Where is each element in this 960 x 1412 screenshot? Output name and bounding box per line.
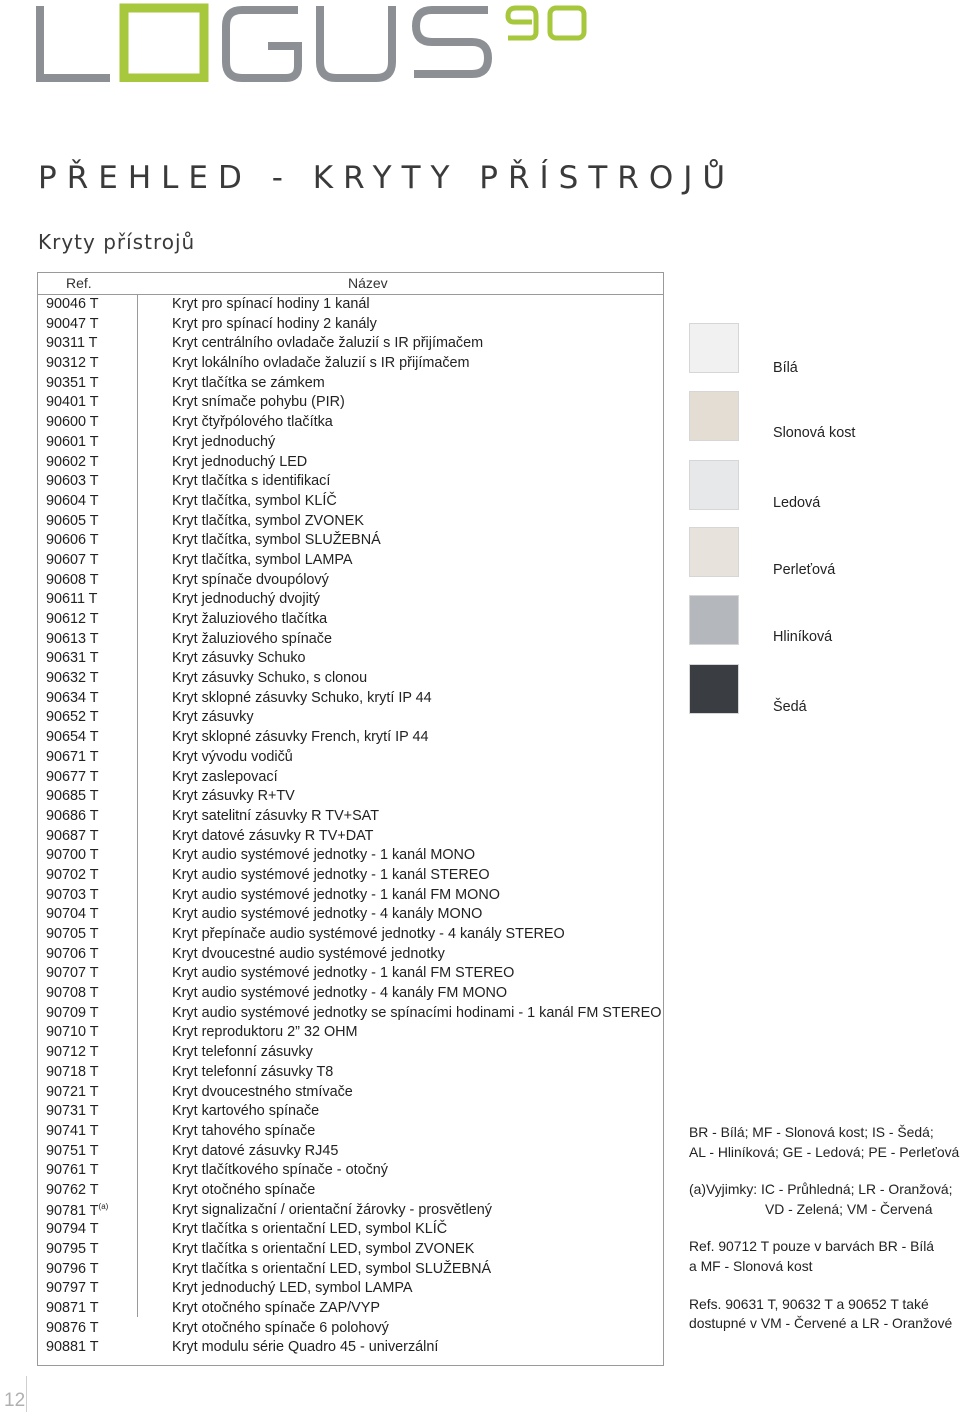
table-row	[38, 1260, 663, 1280]
row-ref-text: 90721 T	[46, 1083, 99, 1100]
row-name: Kryt čtyřpólového tlačítka	[172, 414, 333, 431]
row-name: Kryt tlačítka s orientační LED, symbol ZVONEK	[172, 1241, 475, 1257]
row-name: Kryt audio systémové jednotky - 1 kanál FM MONO	[172, 886, 500, 903]
row-ref-text: 90718 T	[46, 1063, 99, 1080]
row-ref	[46, 887, 99, 903]
row-ref-text: 90704 T	[46, 906, 99, 923]
row-ref-text: 90608 T	[46, 571, 99, 588]
row-ref-text: 90761 T	[46, 1162, 99, 1179]
row-ref-text: 90703 T	[46, 886, 99, 903]
row-ref	[46, 709, 99, 725]
row-name: Kryt zásuvky Schuko, s clonou	[172, 670, 368, 687]
row-ref	[46, 1044, 99, 1060]
row-ref	[46, 769, 99, 785]
row-ref-text: 90677 T	[46, 768, 99, 785]
row-name: Kryt audio systémové jednotky - 4 kanály FM MONO	[172, 985, 508, 1002]
page-number: 12	[4, 1390, 26, 1411]
row-name: Kryt otočného spínače ZAP/VYP	[172, 1300, 380, 1317]
row-ref-text: 90781 T	[46, 1202, 99, 1219]
table-row	[38, 551, 663, 571]
row-name: Kryt vývodu vodičů	[172, 748, 293, 765]
row-ref	[46, 1202, 108, 1219]
row-name: Kryt telefonní zásuvky	[172, 1044, 313, 1061]
row-name: Kryt sklopné zásuvky Schuko, krytí IP 44	[172, 689, 432, 706]
refs-note-line-1: Refs. 90631 T, 90632 T a 90652 T také	[689, 1295, 929, 1312]
row-ref	[46, 1280, 99, 1296]
table-row	[38, 472, 663, 492]
row-ref-text: 90710 T	[46, 1024, 99, 1041]
row-ref-text: 90706 T	[46, 945, 99, 962]
row-ref	[46, 650, 99, 666]
row-ref	[46, 532, 99, 548]
table-row	[38, 669, 663, 689]
row-name: Kryt sklopné zásuvky French, krytí IP 44	[172, 729, 429, 746]
logo-digit-0	[550, 8, 584, 38]
table-row	[38, 1161, 663, 1181]
row-ref-text: 90731 T	[46, 1103, 99, 1120]
ref-note-line-1: Ref. 90712 T pouze v barvách BR - Bílá	[689, 1238, 935, 1255]
color-swatch-label: Ledová	[773, 495, 821, 511]
table-row	[38, 1142, 663, 1162]
row-name: Kryt pro spínací hodiny 1 kanál	[172, 296, 370, 312]
row-ref-text: 90709 T	[46, 1004, 99, 1021]
row-ref-text: 90741 T	[46, 1122, 99, 1139]
row-ref	[46, 670, 99, 686]
color-swatch-label: Hliníková	[773, 629, 833, 645]
row-ref-text: 90797 T	[46, 1280, 99, 1297]
row-ref-text: 90762 T	[46, 1181, 99, 1198]
row-name: Kryt lokálního ovladače žaluzií s IR přijímačem	[172, 355, 470, 372]
row-ref-text: 90876 T	[46, 1319, 99, 1336]
table-row	[38, 689, 663, 709]
refs-availability-note	[689, 1295, 959, 1334]
row-ref-text: 90702 T	[46, 866, 99, 883]
row-name: Kryt zásuvky	[172, 709, 254, 726]
table-row	[38, 571, 663, 591]
row-ref	[46, 355, 99, 371]
row-name: Kryt tlačítka, symbol KLÍČ	[172, 492, 337, 509]
table-row	[38, 1043, 663, 1063]
row-ref-text: 90631 T	[46, 650, 99, 667]
row-ref	[46, 572, 99, 588]
table-row	[38, 590, 663, 610]
color-swatch	[689, 391, 739, 441]
row-ref	[46, 296, 99, 312]
row-ref	[46, 631, 99, 647]
row-name: Kryt datové zásuvky R TV+DAT	[172, 827, 374, 844]
row-ref	[46, 493, 99, 509]
row-name: Kryt tlačítka s orientační LED, symbol KLÍČ	[172, 1221, 448, 1238]
table-row	[38, 1004, 663, 1024]
row-name: Kryt pro spínací hodiny 2 kanály	[172, 315, 377, 332]
table-row	[38, 1023, 663, 1043]
exceptions-line-1: (a)Vyjimky: IC - Průhledná; LR - Oranžová;	[689, 1181, 953, 1198]
row-name: Kryt přepínače audio systémové jednotky - 4 kanály STEREO	[172, 926, 565, 942]
page-margin-rule	[26, 1376, 27, 1412]
color-swatch-label: Bílá	[773, 360, 798, 376]
row-name: Kryt telefonní zásuvky T8	[172, 1063, 334, 1080]
color-swatch	[689, 664, 739, 714]
row-ref	[46, 828, 99, 844]
notes	[689, 1123, 959, 1352]
row-ref	[46, 552, 99, 568]
row-ref	[46, 808, 99, 824]
table-row	[38, 787, 663, 807]
table-row	[38, 984, 663, 1004]
row-ref-text: 90794 T	[46, 1221, 99, 1238]
row-ref	[46, 473, 99, 489]
ref-90712-note	[689, 1237, 959, 1276]
table-row	[38, 295, 663, 315]
row-ref	[46, 591, 97, 607]
row-ref	[46, 946, 99, 962]
row-ref	[46, 1143, 99, 1159]
row-ref-text: 90707 T	[46, 965, 99, 982]
table-row	[38, 827, 663, 847]
color-swatch	[689, 527, 739, 577]
table-row	[38, 1201, 663, 1221]
color-swatch-label: Perleťová	[773, 562, 836, 578]
row-name: Kryt centrálního ovladače žaluzií s IR přijímačem	[172, 335, 484, 352]
row-name: Kryt audio systémové jednotky - 1 kanál FM STEREO	[172, 965, 515, 982]
table-row	[38, 354, 663, 374]
row-name: Kryt audio systémové jednotky - 1 kanál MONO	[172, 847, 476, 864]
row-ref	[46, 434, 99, 450]
row-ref	[46, 1320, 99, 1336]
row-ref	[46, 454, 99, 470]
row-ref-text: 90700 T	[46, 847, 99, 864]
row-ref	[46, 1024, 99, 1040]
row-ref	[46, 926, 99, 942]
row-ref	[46, 1103, 99, 1119]
row-ref-text: 90687 T	[46, 827, 99, 844]
row-ref-text: 90686 T	[46, 807, 99, 824]
table-row	[38, 1181, 663, 1201]
row-name: Kryt otočného spínače	[172, 1181, 316, 1198]
row-ref-text: 90796 T	[46, 1260, 99, 1277]
table-row	[38, 393, 663, 413]
row-name: Kryt žaluziového spínače	[172, 630, 332, 647]
logo	[36, 2, 596, 82]
table-row	[38, 846, 663, 866]
row-name: Kryt tlačítka, symbol LAMPA	[172, 551, 353, 568]
table-row	[38, 315, 663, 335]
header-name: Název	[348, 275, 388, 291]
row-name: Kryt satelitní zásuvky R TV+SAT	[172, 807, 379, 824]
abbreviations-note	[689, 1123, 959, 1162]
row-ref-text: 90605 T	[46, 512, 99, 529]
row-ref-text: 90671 T	[46, 748, 99, 765]
row-ref-text: 90311 T	[46, 335, 98, 352]
page-title: PŘEHLED - KRYTY PŘÍSTROJŮ	[38, 160, 736, 196]
row-name: Kryt jednoduchý dvojitý	[172, 591, 320, 608]
color-swatch	[689, 323, 739, 373]
logo-letter-l	[40, 6, 110, 78]
row-ref-text: 90871 T	[46, 1300, 99, 1317]
row-name: Kryt datové zásuvky RJ45	[172, 1142, 339, 1159]
row-name: Kryt jednoduchý LED	[172, 453, 308, 470]
row-ref-footnote: (a)	[98, 1201, 109, 1211]
table-row	[38, 630, 663, 650]
row-name: Kryt snímače pohybu (PIR)	[172, 394, 345, 411]
row-ref-text: 90047 T	[46, 315, 99, 332]
table-row	[38, 807, 663, 827]
abbreviations-line-2: AL - Hliníková; GE - Ledová; PE - Perleťová	[689, 1143, 960, 1160]
row-ref	[46, 375, 99, 391]
row-ref-text: 90401 T	[46, 394, 99, 411]
row-name: Kryt audio systémové jednotky - 4 kanály MONO	[172, 906, 483, 923]
table-row	[38, 1279, 663, 1299]
row-ref-text: 90652 T	[46, 709, 99, 726]
table-row	[38, 1299, 663, 1319]
table-row	[38, 334, 663, 354]
table-row	[38, 531, 663, 551]
exceptions-line-2: VD - Zelená; VM - Červená	[765, 1200, 933, 1217]
color-swatch	[689, 460, 739, 510]
row-ref	[46, 906, 99, 922]
row-ref	[46, 1241, 99, 1257]
section-title: Kryty přístrojů	[38, 230, 196, 254]
table-row	[38, 728, 663, 748]
row-ref	[46, 749, 99, 765]
row-ref	[46, 867, 99, 883]
row-ref-text: 90654 T	[46, 729, 99, 746]
row-ref	[46, 847, 99, 863]
row-ref	[46, 1064, 99, 1080]
row-name: Kryt jednoduchý LED, symbol LAMPA	[172, 1280, 413, 1297]
row-ref	[46, 1162, 99, 1178]
table-row	[38, 453, 663, 473]
row-name: Kryt reproduktoru 2” 32 OHM	[172, 1024, 358, 1041]
row-name: Kryt kartového spínače	[172, 1103, 320, 1120]
row-ref-text: 90612 T	[46, 611, 99, 627]
table-row	[38, 945, 663, 965]
table-row	[38, 1220, 663, 1240]
row-ref-text: 90607 T	[46, 551, 99, 568]
row-ref	[46, 1221, 99, 1237]
table-row	[38, 905, 663, 925]
row-ref-text: 90602 T	[46, 453, 99, 470]
row-ref	[46, 1005, 99, 1021]
row-name: Kryt zásuvky R+TV	[172, 788, 295, 805]
table-row	[38, 433, 663, 453]
color-swatch-label: Šedá	[773, 699, 807, 715]
row-ref	[46, 985, 99, 1001]
row-name: Kryt dvoucestné audio systémové jednotky	[172, 945, 445, 962]
row-name: Kryt tlačítkového spínače - otočný	[172, 1162, 388, 1179]
table-row	[38, 1063, 663, 1083]
row-ref	[46, 965, 99, 981]
row-name: Kryt signalizační / orientační žárovky - prosvětlený	[172, 1201, 492, 1218]
row-name: Kryt audio systémové jednotky - 1 kanál STEREO	[172, 866, 490, 883]
row-ref	[46, 394, 99, 410]
row-ref	[46, 513, 99, 529]
abbreviations-line-1: BR - Bílá; MF - Slonová kost; IS - Šedá;	[689, 1124, 934, 1140]
row-ref	[46, 788, 99, 804]
row-ref	[46, 1084, 99, 1100]
table-row	[38, 866, 663, 886]
table-row	[38, 748, 663, 768]
table-row	[38, 1083, 663, 1103]
row-ref-text: 90604 T	[46, 492, 99, 509]
row-name: Kryt zásuvky Schuko	[172, 650, 306, 667]
row-ref	[46, 316, 99, 332]
logo-letter-s	[414, 10, 488, 74]
covers-table	[37, 272, 664, 1366]
row-ref-text: 90685 T	[46, 788, 99, 805]
row-name: Kryt tlačítka se zámkem	[172, 374, 325, 391]
row-ref	[46, 729, 99, 745]
row-ref-text: 90634 T	[46, 689, 99, 706]
row-ref	[46, 1300, 99, 1316]
row-ref-text: 90351 T	[46, 374, 99, 391]
row-ref-text: 90600 T	[46, 414, 99, 431]
row-name: Kryt tahového spínače	[172, 1122, 316, 1139]
row-ref-text: 90705 T	[46, 926, 99, 942]
row-ref-text: 90708 T	[46, 985, 99, 1002]
row-ref	[46, 1339, 99, 1355]
row-name: Kryt modulu série Quadro 45 - univerzální	[172, 1339, 439, 1356]
table-row	[38, 964, 663, 984]
table-row	[38, 768, 663, 788]
row-ref-text: 90613 T	[46, 630, 99, 647]
table-row	[38, 374, 663, 394]
row-ref-text: 90881 T	[46, 1339, 99, 1356]
row-ref-text: 90603 T	[46, 473, 99, 490]
row-ref-text: 90312 T	[46, 355, 99, 372]
row-ref-text: 90795 T	[46, 1241, 99, 1257]
table-row	[38, 1102, 663, 1122]
row-name: Kryt žaluziového tlačítka	[172, 611, 328, 627]
row-ref	[46, 335, 97, 351]
row-ref-text: 90632 T	[46, 670, 99, 687]
color-swatch	[689, 595, 739, 645]
row-name: Kryt tlačítka, symbol SLUŽEBNÁ	[172, 532, 381, 549]
table-header	[38, 273, 663, 295]
row-ref	[46, 690, 99, 706]
logo-letter-u	[320, 6, 392, 78]
table-row	[38, 413, 663, 433]
table-row	[38, 649, 663, 669]
row-ref-text: 90601 T	[46, 433, 99, 450]
row-name: Kryt tlačítka s identifikací	[172, 473, 331, 490]
table-row	[38, 1319, 663, 1339]
table-row	[38, 708, 663, 728]
row-name: Kryt tlačítka, symbol ZVONEK	[172, 512, 364, 529]
row-ref-text: 90606 T	[46, 532, 99, 549]
row-ref	[46, 1261, 99, 1277]
table-row	[38, 1240, 663, 1260]
table-body	[38, 295, 663, 1358]
ref-note-line-2: a MF - Slonová kost	[689, 1257, 813, 1274]
table-row	[38, 1338, 663, 1358]
row-ref	[46, 611, 99, 627]
header-ref: Ref.	[66, 275, 92, 291]
row-ref-text: 90046 T	[46, 296, 99, 312]
row-name: Kryt audio systémové jednotky se spínacími hodinami - 1 kanál FM STEREO	[172, 1004, 662, 1021]
logo-digit-9	[508, 8, 536, 38]
exceptions-note	[689, 1180, 959, 1219]
logo-letter-g	[226, 10, 298, 78]
refs-note-line-2: dostupné v VM - Červené a LR - Oranžové	[689, 1315, 953, 1332]
table-row	[38, 610, 663, 630]
row-name: Kryt otočného spínače 6 polohový	[172, 1319, 389, 1336]
row-ref	[46, 1123, 99, 1139]
table-row	[38, 512, 663, 532]
row-name: Kryt dvoucestného stmívače	[172, 1083, 353, 1100]
color-swatch-label: Slonová kost	[773, 425, 856, 441]
table-row	[38, 1122, 663, 1142]
row-name: Kryt jednoduchý	[172, 433, 276, 450]
row-ref	[46, 1182, 99, 1198]
table-row	[38, 492, 663, 512]
row-name: Kryt zaslepovací	[172, 768, 278, 785]
row-name: Kryt spínače dvoupólový	[172, 571, 329, 588]
row-ref-text: 90611 T	[46, 591, 98, 608]
row-name: Kryt tlačítka s orientační LED, symbol SLUŽEBNÁ	[172, 1260, 492, 1277]
row-ref-text: 90712 T	[46, 1044, 99, 1061]
logo-letter-o	[124, 8, 204, 78]
row-ref	[46, 414, 99, 430]
table-row	[38, 925, 663, 945]
table-row	[38, 886, 663, 906]
row-ref-text: 90751 T	[46, 1142, 99, 1159]
